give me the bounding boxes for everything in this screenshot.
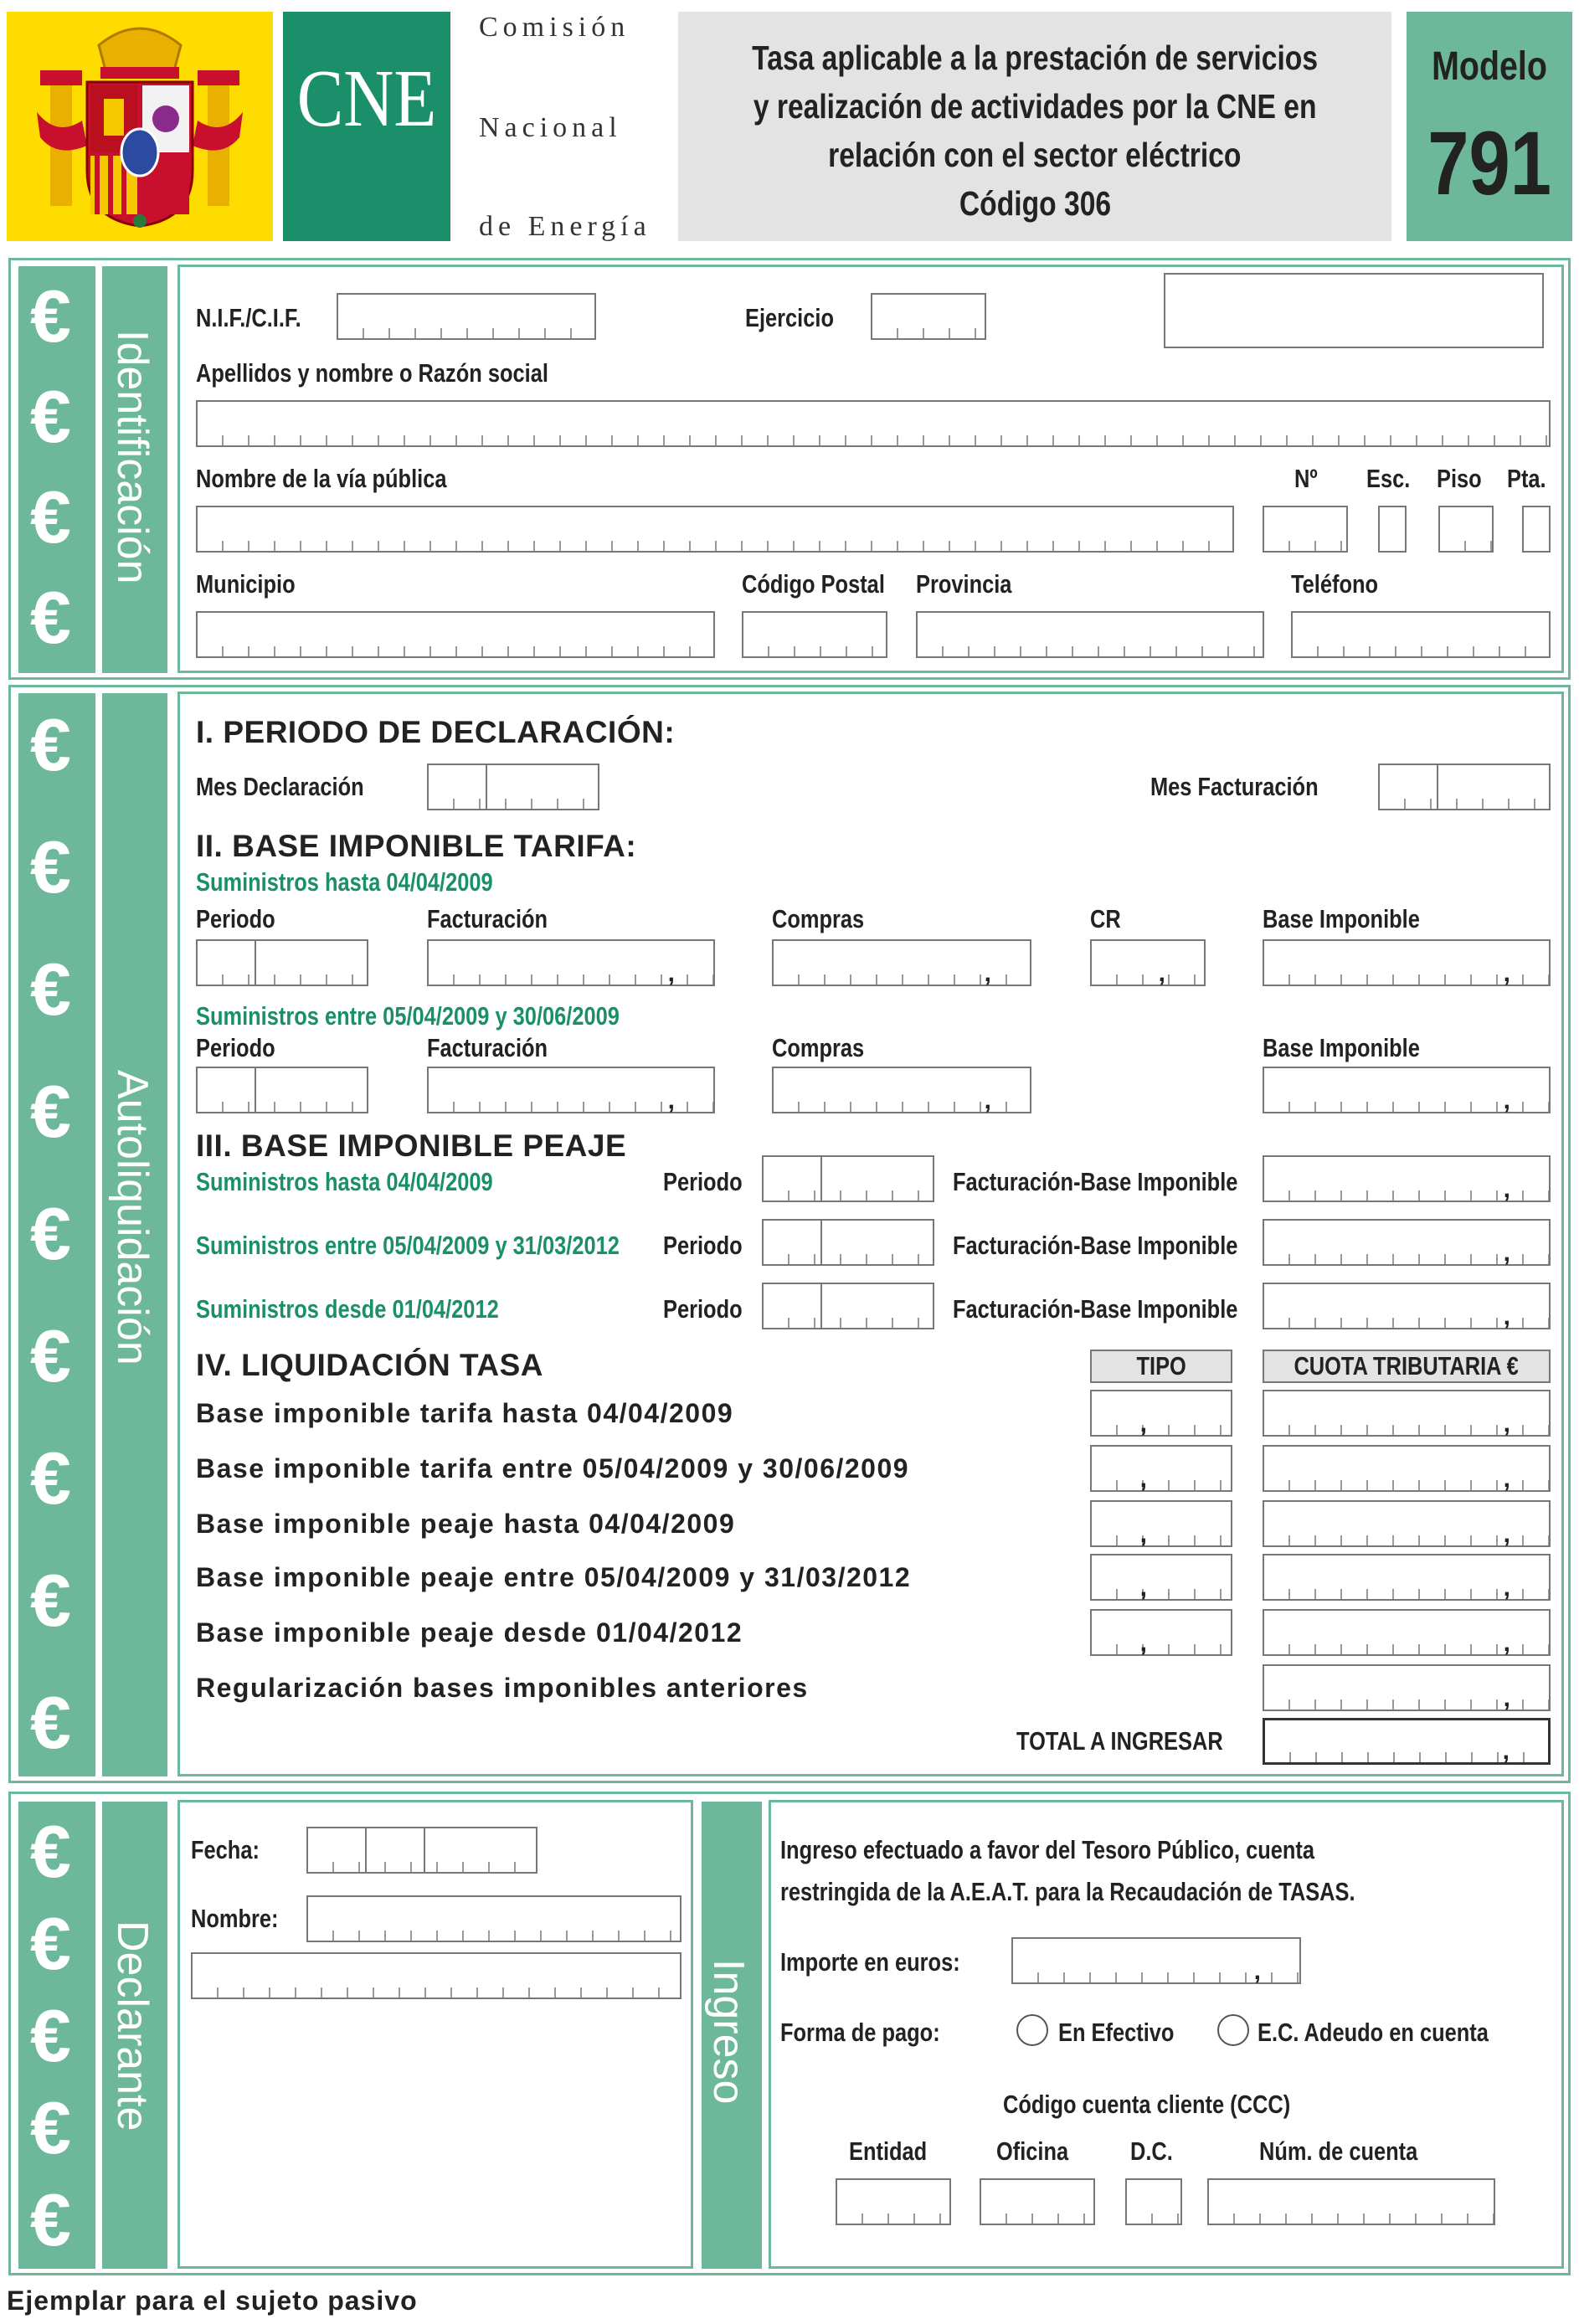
facturacion-label: Facturación [427, 904, 548, 933]
telefono-field[interactable] [1291, 611, 1551, 658]
cuota-header: CUOTA TRIBUTARIA € [1263, 1350, 1551, 1383]
periodo-label: Periodo [663, 1231, 743, 1260]
euro-icon: € [30, 1902, 71, 1985]
adeudo-radio[interactable] [1217, 2014, 1249, 2046]
total-field[interactable]: , [1263, 1718, 1551, 1765]
s3-row-1-label: Suministros hasta 04/04/2009 [196, 1167, 493, 1196]
identificacion-label-strip [102, 266, 167, 673]
s3-base-field-3[interactable]: , [1263, 1283, 1551, 1329]
s2-cr-field[interactable]: , [1090, 939, 1206, 986]
coat-of-arms [7, 12, 273, 241]
fecha-field[interactable] [306, 1827, 537, 1874]
s3-periodo-field-3[interactable] [762, 1283, 934, 1329]
org-line-2: Nacional [479, 112, 622, 143]
piso-field[interactable] [1438, 506, 1494, 553]
title-line-3: relación con el sector eléctrico [828, 136, 1242, 174]
dc-label: D.C. [1130, 2136, 1173, 2166]
section-ii-title: II. BASE IMPONIBLE TARIFA: [196, 829, 637, 863]
facturacion-label: Facturación [427, 1033, 548, 1062]
euro-icon: € [30, 1070, 71, 1153]
s2-base-field-2[interactable]: , [1263, 1067, 1551, 1113]
section-i-title: I. PERIODO DE DECLARACIÓN: [196, 715, 676, 749]
oficina-field[interactable] [980, 2178, 1095, 2225]
s3-base-field-2[interactable]: , [1263, 1219, 1551, 1266]
modelo-label: Modelo [1432, 44, 1547, 89]
s2-compras-field-1[interactable]: , [772, 939, 1031, 986]
nif-field[interactable] [337, 293, 596, 340]
razon-social-field[interactable] [196, 400, 1551, 447]
euro-icon: € [30, 1810, 71, 1893]
identificacion-label: Identificación [108, 330, 157, 584]
nombre-field[interactable] [306, 1895, 681, 1942]
forma-pago-label: Forma de pago: [780, 2018, 940, 2047]
periodo-label: Periodo [663, 1294, 743, 1324]
s4-cuota-field-2[interactable]: , [1263, 1445, 1551, 1492]
via-field[interactable] [196, 506, 1234, 553]
euro-icon: € [30, 1559, 71, 1642]
ingreso-label: Ingreso [704, 1959, 753, 2105]
periodo-label: Periodo [196, 904, 275, 933]
org-line-1: Comisión [479, 12, 630, 43]
fecha-label: Fecha: [191, 1835, 260, 1864]
numero-label: Nº [1294, 464, 1318, 493]
escalera-field[interactable] [1378, 506, 1407, 553]
municipio-field[interactable] [196, 611, 715, 658]
footer-note: Ejemplar para el sujeto pasivo [7, 2285, 418, 2316]
cne-logo-text: CNE [296, 54, 437, 144]
s2-facturacion-field-2[interactable]: , [427, 1067, 715, 1113]
section-iv-title: IV. LIQUIDACIÓN TASA [196, 1348, 543, 1382]
s4-tipo-field-2[interactable]: , [1090, 1445, 1232, 1492]
efectivo-label: En Efectivo [1058, 2018, 1175, 2047]
s3-periodo-field-2[interactable] [762, 1219, 934, 1266]
periodo-label: Periodo [196, 1033, 275, 1062]
euro-icon: € [30, 1437, 71, 1519]
s4-cuota-field-6[interactable]: , [1263, 1664, 1551, 1711]
telefono-label: Teléfono [1291, 569, 1379, 599]
euro-icon: € [30, 2086, 71, 2169]
compras-label: Compras [772, 1033, 865, 1062]
euro-icon: € [30, 1192, 71, 1275]
s3-base-field-1[interactable]: , [1263, 1155, 1551, 1202]
s4-tipo-field-4[interactable]: , [1090, 1554, 1232, 1601]
s4-row-1-label: Base imponible tarifa hasta 04/04/2009 [196, 1398, 734, 1428]
oficina-label: Oficina [996, 2136, 1069, 2166]
numero-field[interactable] [1263, 506, 1348, 553]
entidad-field[interactable] [836, 2178, 951, 2225]
declarante-label-strip [102, 1802, 167, 2269]
adeudo-label: E.C. Adeudo en cuenta [1258, 2018, 1489, 2047]
entidad-label: Entidad [849, 2136, 928, 2166]
euro-icon: € [30, 948, 71, 1031]
s4-tipo-field-1[interactable]: , [1090, 1390, 1232, 1437]
s2-facturacion-field-1[interactable]: , [427, 939, 715, 986]
identificacion-euro-strip [18, 266, 95, 673]
euro-icon: € [30, 275, 71, 357]
euro-icon: € [30, 703, 71, 786]
autoliquidacion-euro-strip [18, 693, 95, 1776]
s2-periodo-field-1[interactable] [196, 939, 368, 986]
base-imponible-label: Base Imponible [1263, 904, 1420, 933]
mes-facturacion-field[interactable] [1378, 764, 1551, 810]
provincia-field[interactable] [916, 611, 1264, 658]
title-line-1: Tasa aplicable a la prestación de servicios [752, 39, 1318, 77]
codigo-postal-label: Código Postal [742, 569, 885, 599]
tipo-header: TIPO [1090, 1350, 1232, 1383]
escalera-label: Esc. [1366, 464, 1411, 493]
euro-icon: € [30, 476, 71, 558]
org-name [479, 12, 680, 241]
euro-icon: € [30, 1994, 71, 2077]
codigo-postal-field[interactable] [742, 611, 887, 658]
s2-compras-field-2[interactable]: , [772, 1067, 1031, 1113]
declarante-label: Declarante [108, 1920, 157, 2131]
s4-tipo-field-5[interactable]: , [1090, 1609, 1232, 1656]
mes-declaracion-label: Mes Declaración [196, 772, 364, 801]
s3-row-3-label: Suministros desde 01/04/2012 [196, 1294, 499, 1324]
importe-field[interactable]: , [1011, 1937, 1301, 1984]
cr-label: CR [1090, 904, 1121, 933]
declarante-euro-strip [18, 1802, 95, 2269]
via-label: Nombre de la vía pública [196, 464, 447, 493]
title-line-2: y realización de actividades por la CNE en [753, 87, 1317, 126]
compras-label: Compras [772, 904, 865, 933]
importe-label: Importe en euros: [780, 1947, 960, 1977]
nombre-field-2[interactable] [191, 1952, 681, 1999]
euro-icon: € [30, 1681, 71, 1764]
nif-label: N.I.F./C.I.F. [196, 303, 301, 332]
modelo-number: 791 [1427, 112, 1551, 213]
s4-row-5-label: Base imponible peaje desde 01/04/2012 [196, 1617, 743, 1648]
euro-icon: € [30, 825, 71, 908]
s2-periodo-field-2[interactable] [196, 1067, 368, 1113]
total-label: TOTAL A INGRESAR [1016, 1726, 1223, 1756]
euro-icon: € [30, 2178, 71, 2261]
s4-cuota-field-4[interactable]: , [1263, 1554, 1551, 1601]
euro-icon: € [30, 1314, 71, 1397]
s4-row-6-label: Regularización bases imponibles anteriores [196, 1673, 809, 1703]
autoliquidacion-label-strip [102, 693, 167, 1776]
euro-icon: € [30, 576, 71, 659]
ingreso-text-1: Ingreso efectuado a favor del Tesoro Público, cuenta [780, 1835, 1314, 1864]
ejercicio-field[interactable] [871, 293, 986, 340]
puerta-label: Pta. [1507, 464, 1546, 493]
ccc-label: Código cuenta cliente (CCC) [1003, 2090, 1291, 2119]
s2-base-field-1[interactable]: , [1263, 939, 1551, 986]
facturacion-base-label: Facturación-Base Imponible [953, 1231, 1238, 1260]
cne-logo [283, 12, 450, 241]
s2-subtitle-2: Suministros entre 05/04/2009 y 30/06/2009 [196, 1001, 620, 1031]
nombre-label: Nombre: [191, 1904, 279, 1933]
s4-row-3-label: Base imponible peaje hasta 04/04/2009 [196, 1509, 736, 1539]
facturacion-base-label: Facturación-Base Imponible [953, 1167, 1238, 1196]
s2-subtitle-1: Suministros hasta 04/04/2009 [196, 867, 493, 897]
section-iii-title: III. BASE IMPONIBLE PEAJE [196, 1129, 627, 1163]
base-imponible-label: Base Imponible [1263, 1033, 1420, 1062]
mes-declaracion-field[interactable] [427, 764, 599, 810]
ejercicio-label: Ejercicio [745, 303, 834, 332]
num-cuenta-label: Núm. de cuenta [1259, 2136, 1418, 2166]
title-line-4: Código 306 [959, 184, 1111, 223]
ingreso-text-2: restringida de la A.E.A.T. para la Recaudación de TASAS. [780, 1877, 1355, 1906]
provincia-label: Provincia [916, 569, 1012, 599]
s4-row-4-label: Base imponible peaje entre 05/04/2009 y 31/03/2012 [196, 1562, 912, 1592]
num-cuenta-field[interactable] [1207, 2178, 1495, 2225]
euro-icon: € [30, 375, 71, 458]
id-stamp-box[interactable] [1164, 273, 1544, 348]
s4-cuota-field-5[interactable]: , [1263, 1609, 1551, 1656]
s3-periodo-field-1[interactable] [762, 1155, 934, 1202]
apellidos-label: Apellidos y nombre o Razón social [196, 358, 548, 388]
s3-row-2-label: Suministros entre 05/04/2009 y 31/03/2012 [196, 1231, 620, 1260]
s4-cuota-field-3[interactable]: , [1263, 1500, 1551, 1547]
modelo-box [1407, 12, 1572, 241]
piso-label: Piso [1437, 464, 1482, 493]
s4-row-2-label: Base imponible tarifa entre 05/04/2009 y 30/06/2009 [196, 1453, 910, 1483]
s4-tipo-field-3[interactable]: , [1090, 1500, 1232, 1547]
s4-cuota-field-1[interactable]: , [1263, 1390, 1551, 1437]
periodo-label: Periodo [663, 1167, 743, 1196]
autoliquidacion-label: Autoliquidación [108, 1070, 157, 1365]
dc-field[interactable] [1125, 2178, 1182, 2225]
form-title-box [678, 12, 1391, 241]
mes-facturacion-label: Mes Facturación [1150, 772, 1319, 801]
municipio-label: Municipio [196, 569, 296, 599]
facturacion-base-label: Facturación-Base Imponible [953, 1294, 1238, 1324]
efectivo-radio[interactable] [1016, 2014, 1048, 2046]
ingreso-label-strip [702, 1802, 762, 2269]
org-line-3: de Energía [479, 211, 651, 242]
puerta-field[interactable] [1522, 506, 1551, 553]
